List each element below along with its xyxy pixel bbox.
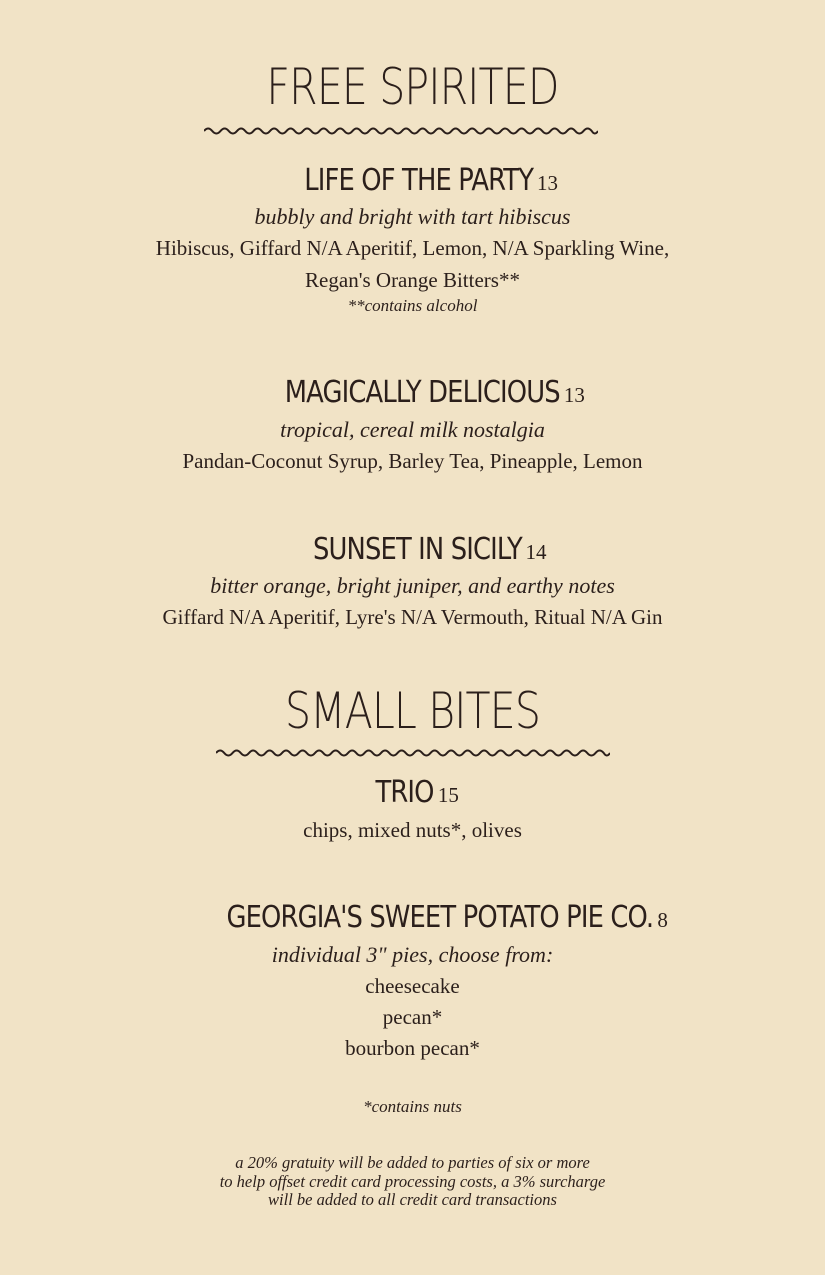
item-name: LIFE OF THE PARTY (304, 163, 534, 198)
item-ingredients: Pandan-Coconut Syrup, Barley Tea, Pineapple, Lemon (182, 449, 643, 473)
pie-option: bourbon pecan* (345, 1036, 480, 1060)
item-ingredients: Hibiscus, Giffard N/A Aperitif, Lemon, N/A Sparkling Wine, (155, 236, 670, 260)
item-price: 13 (563, 383, 585, 407)
item-price: 15 (437, 783, 459, 807)
item-ingredients: Giffard N/A Aperitif, Lyre's N/A Vermouth, Ritual N/A Gin (162, 605, 663, 629)
item-ingredients: Regan's Orange Bitters** (305, 268, 520, 292)
item-name: MAGICALLY DELICIOUS (284, 375, 560, 410)
pie-option: cheesecake (365, 974, 460, 998)
wavy-divider (204, 124, 598, 138)
section-title-small-bites: SMALL BITES (284, 682, 541, 740)
item-description: individual 3" pies, choose from: (271, 942, 554, 967)
menu-item-life-of-the-party (0, 163, 825, 198)
item-name: GEORGIA'S SWEET POTATO PIE CO. (226, 900, 654, 935)
item-price: 13 (537, 171, 559, 195)
section-title-free-spirited: FREE SPIRITED (266, 58, 559, 116)
item-ingredients: chips, mixed nuts*, olives (303, 818, 522, 842)
item-note: *contains nuts (363, 1097, 462, 1116)
menu-item-trio (0, 775, 825, 810)
item-note: **contains alcohol (347, 296, 478, 315)
menu-item-magically-delicious (0, 375, 825, 410)
wavy-divider (216, 746, 610, 760)
item-description: bitter orange, bright juniper, and earthy notes (210, 573, 615, 598)
menu-item-georgias-sweet-potato-pie (0, 900, 825, 935)
item-name: TRIO (375, 775, 434, 810)
footer-line: a 20% gratuity will be added to parties of six or more (235, 1153, 590, 1172)
item-name: SUNSET IN SICILY (312, 532, 522, 567)
footer-line: to help offset credit card processing costs, a 3% surcharge (219, 1171, 606, 1191)
item-price: 8 (657, 908, 668, 932)
menu-item-sunset-in-sicily (0, 532, 825, 567)
footer-line: will be added to all credit card transactions (268, 1190, 557, 1209)
pie-option: pecan* (382, 1005, 443, 1029)
item-description: bubbly and bright with tart hibiscus (254, 204, 571, 229)
item-price: 14 (525, 540, 547, 564)
item-description: tropical, cereal milk nostalgia (280, 417, 545, 442)
footer-notice (0, 1154, 825, 1210)
